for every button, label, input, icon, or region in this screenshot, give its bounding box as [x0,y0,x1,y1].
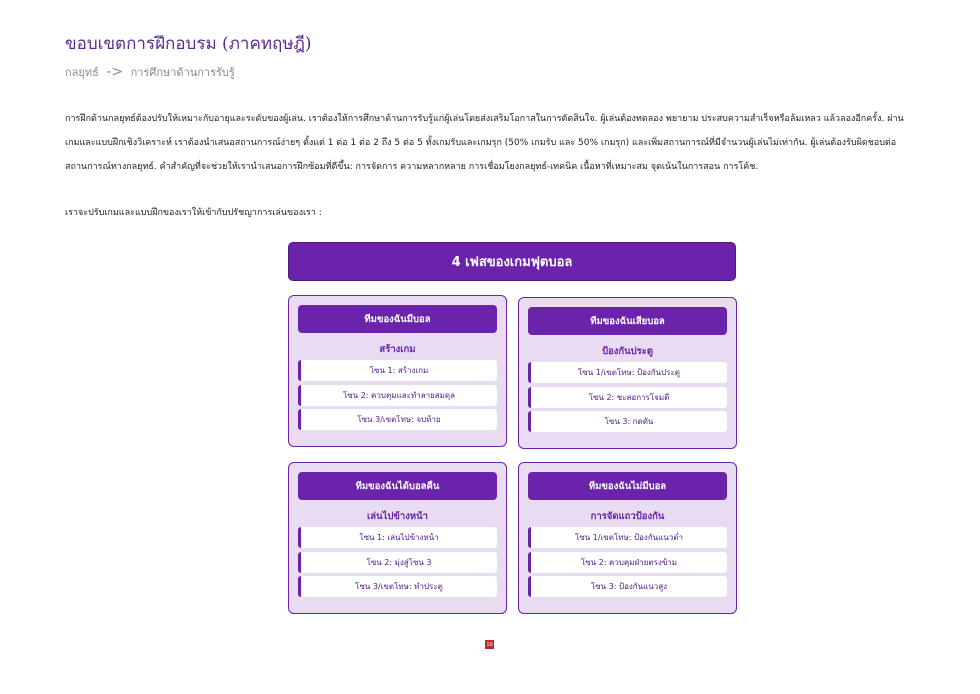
zone-item: โซน 1: เล่นไปข้างหน้า [298,527,497,548]
diagram-title: 4 เฟสของเกมฟุตบอล [451,255,573,270]
phase-card-defensive-transition [518,297,737,449]
page-title: ขอบเขตการฝึกอบรม (ภาคทฤษฎี) [65,34,312,54]
zone-item: โซน 3: กดดัน [528,411,727,432]
zone-list [298,527,497,601]
zone-item: โซน 2: มุ่งสู่โซน 3 [298,552,497,573]
body-paragraph: การฝึกด้านกลยุทธ์ต้องปรับให้เหมาะกับอายุและระดับของผู้เล่น. เราต้องให้การศึกษาด้านการรับรู้แก่ผู้เล่นโดยส่งเสริมโอกาสในการตัดสินใจ. ผู้เล่นต้องทดลอง พยายาม ประสบความสำเร็จหรือล้มเหลว แล้วลองอีกครั้ง. ผ่านเกมและแบบฝึกเชิงวิเคราะห์ เราต้องนำเสนอสถานการณ์ง่ายๆ ตั้งแต่ 1 ต่อ 1 ต่อ 2 ถึง 5 ต่อ 5 ทั้งเกมรับและเกมรุก (50% เกมรับ และ 50% เกมรุก) และเพิ่มสถานการณ์ที่มีจำนวนผู้เล่นไม่เท่ากัน. ผู้เล่นต้องรับผิดชอบต่อสถานการณ์ทางกลยุทธ์. คำสำคัญที่จะช่วยให้เรานำเสนอการฝึกซ้อมที่ดีขึ้น: การจัดการ ความหลากหลาย การเชื่อมโยงกลยุทธ์-เทคนิค เนื้อหาที่เหมาะสม จุดเน้นในการสอน การโค้ช. [65,114,904,172]
zone-list [298,360,497,434]
phase-subtitle: ป้องกันประตู [601,346,654,357]
zone-list [528,527,727,601]
zone-item: โซน 3/เขตโทษ: ทำประตู [298,576,497,597]
breadcrumb-current: การศึกษาด้านการรับรู้ [130,66,235,79]
page-number-badge: 10 [486,641,493,648]
zone-item: โซน 2: ควบคุมฝ่ายตรงข้าม [528,552,727,573]
breadcrumb-arrow: -> [106,64,124,80]
phase-header: ทีมของฉันไม่มีบอล [528,472,727,500]
phase-card-attack [288,295,507,447]
zone-list [528,362,727,436]
phase-subtitle: การจัดแถวป้องกัน [590,511,665,522]
zone-item: โซน 2: ควบคุมและทำลายสมดุล [298,385,497,406]
breadcrumb-parent: กลยุทธ์ [65,66,99,79]
zone-item: โซน 2: ชะลอการโจมตี [528,387,727,408]
zone-item: โซน 3/เขตโทษ: จบท้าย [298,409,497,430]
phase-header: ทีมของฉันได้บอลคืน [298,472,497,500]
zone-item: โซน 3: ป้องกันแนวสูง [528,576,727,597]
phase-subtitle: สร้างเกม [379,344,416,355]
phase-card-offensive-transition [288,462,507,614]
phase-subtitle: เล่นไปข้างหน้า [367,511,428,522]
phase-header: ทีมของฉันมีบอล [298,305,497,333]
zone-item: โซน 1: สร้างเกม [298,360,497,381]
phase-header: ทีมของฉันเสียบอล [528,307,727,335]
zone-item: โซน 1/เขตโทษ: ป้องกันแนวต่ำ [528,527,727,548]
breadcrumb [65,63,235,81]
zone-item: โซน 1/เขตโทษ: ป้องกันประตู [528,362,727,383]
intro-text: เราจะปรับเกมและแบบฝึกของเราให้เข้ากับปรัชญาการเล่นของเรา : [65,208,322,218]
phase-card-defense [518,462,737,614]
diagram-title-banner [288,242,736,281]
